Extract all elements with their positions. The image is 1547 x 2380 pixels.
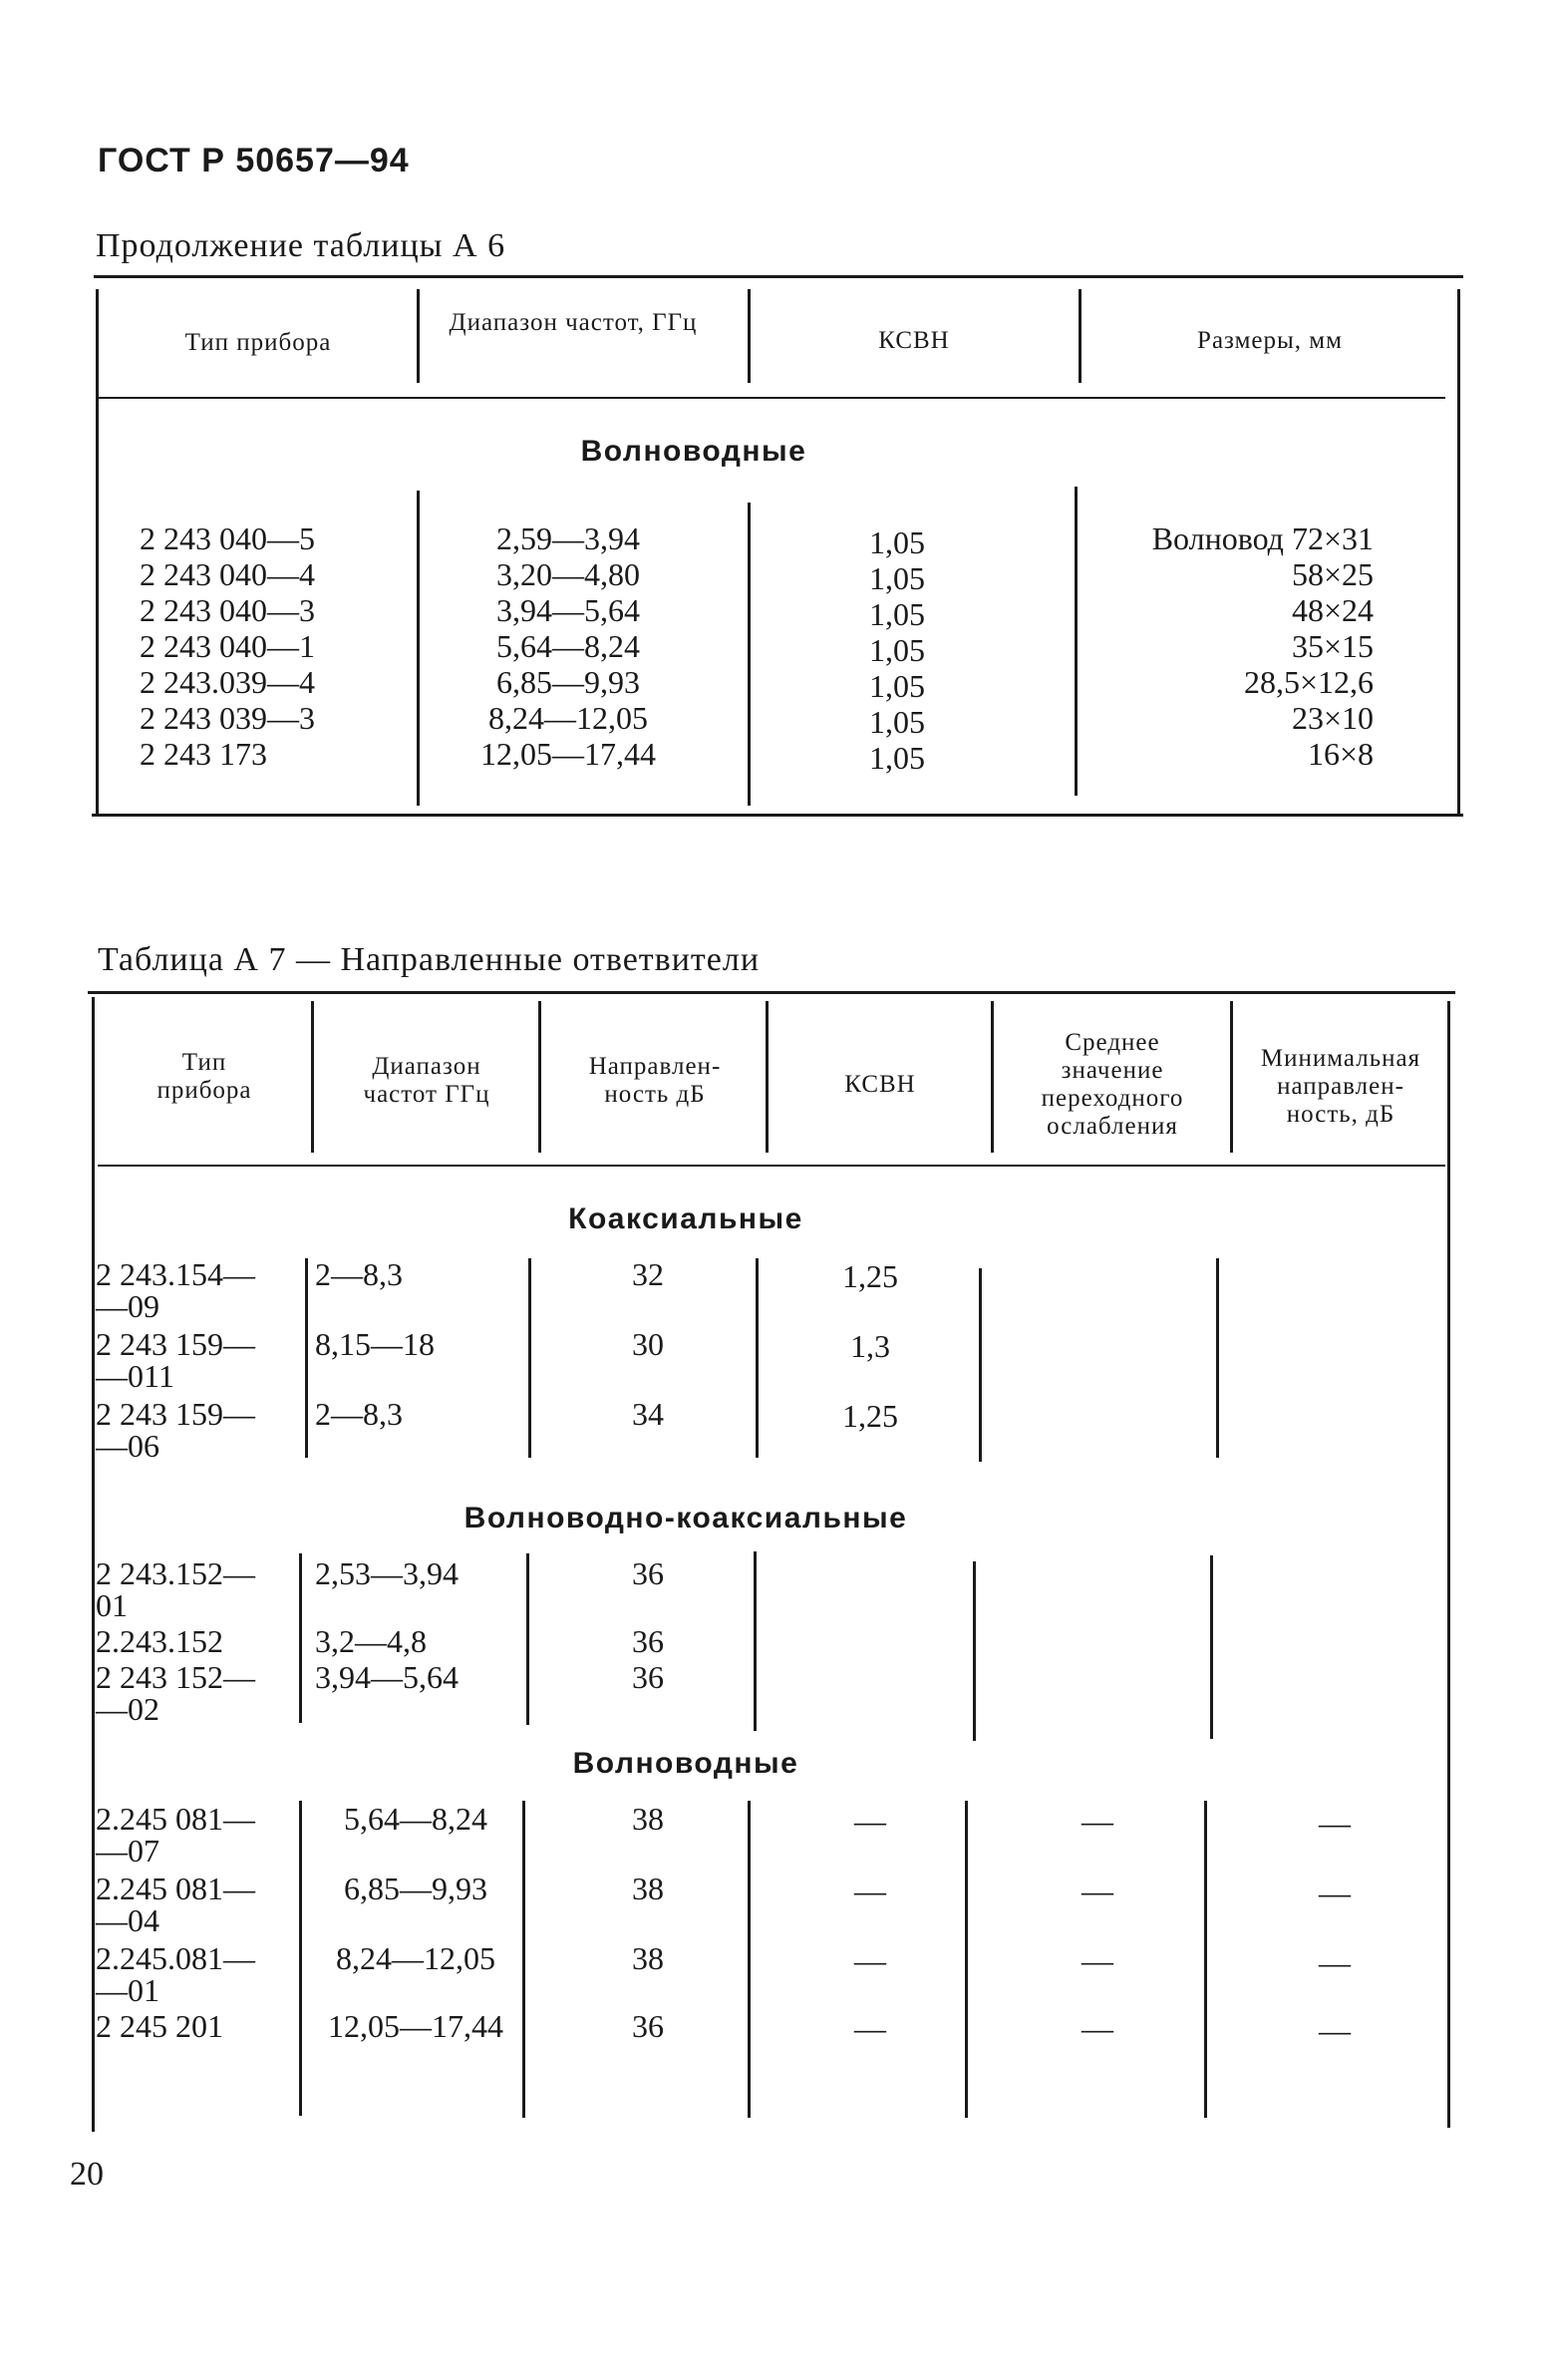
vswr-cell: — (854, 1942, 886, 1978)
device-type-cell: 2.245.081— (96, 1940, 255, 1976)
frequency-range-cell: 5,64—8,24 (496, 628, 640, 664)
device-type-cell: 2 243 040—4 (140, 556, 315, 592)
table-a6-col-divider (748, 503, 751, 806)
device-type-cell-continuation: —06 (96, 1428, 159, 1464)
device-type-cell-continuation: —02 (96, 1691, 159, 1727)
frequency-range-cell: 5,64—8,24 (344, 1801, 487, 1837)
page-number: 20 (70, 2156, 104, 2193)
table-a6-col-divider (417, 491, 420, 806)
frequency-range-cell: 6,85—9,93 (496, 664, 640, 700)
attenuation-cell: — (1082, 2010, 1113, 2046)
table-a7-header-rule (98, 1165, 1445, 1167)
table-a7-section-title: Волноводные (572, 1747, 799, 1780)
directivity-cell: 38 (632, 1801, 664, 1837)
frequency-range-cell: 12,05—17,44 (328, 2008, 503, 2044)
table-a6-col-divider (1079, 289, 1082, 383)
frequency-range-cell: 2—8,3 (315, 1256, 403, 1292)
table-a6-column-header: КСВН (878, 327, 950, 354)
min-directivity-cell: — (1319, 1874, 1351, 1910)
table-a7-column-header: Минимальная направлен- ность, дБ (1260, 1045, 1421, 1128)
table-a6-left-border (96, 289, 99, 814)
table-a6-section-title: Волноводные (580, 435, 807, 468)
vswr-cell: 1,05 (869, 560, 925, 596)
vswr-cell: 1,05 (869, 524, 925, 560)
device-type-cell: 2 243 040—1 (140, 628, 315, 664)
table-a7-col-divider (305, 1258, 308, 1458)
table-a7-col-divider (1210, 1555, 1213, 1739)
dimensions-cell: 16×8 (1307, 736, 1374, 772)
table-a6-column-header: Размеры, мм (1197, 327, 1343, 354)
device-type-cell: 2 243 159— (96, 1396, 255, 1432)
frequency-range-cell: 8,15—18 (315, 1326, 435, 1362)
device-type-cell: 2.243.152 (96, 1623, 223, 1659)
vswr-cell: 1,05 (869, 596, 925, 632)
table-a6-column-header: Диапазон частот, ГГц (449, 309, 698, 336)
table-a7-col-divider (1216, 1258, 1219, 1458)
table-a7-section-title: Коаксиальные (568, 1202, 803, 1235)
directivity-cell: 36 (632, 1555, 664, 1591)
table-a7-col-divider (973, 1561, 976, 1741)
table-a7-section-title: Волноводно-коаксиальные (464, 1502, 908, 1534)
frequency-range-cell: 6,85—9,93 (344, 1870, 487, 1906)
table-a7-column-header: КСВН (844, 1071, 916, 1098)
device-type-cell-continuation: —04 (96, 1902, 159, 1938)
directivity-cell: 34 (632, 1396, 664, 1432)
device-type-cell: 2 243.039—4 (140, 664, 315, 700)
device-type-cell: 2.245 081— (96, 1870, 255, 1906)
device-type-cell: 2 243 039—3 (140, 700, 315, 736)
table-a7-col-divider (979, 1268, 982, 1462)
device-type-cell-continuation: —011 (96, 1358, 174, 1394)
directivity-cell: 32 (632, 1256, 664, 1292)
dimensions-cell: 58×25 (1291, 556, 1374, 592)
directivity-cell: 30 (632, 1326, 664, 1362)
attenuation-cell: — (1082, 1942, 1113, 1978)
device-type-cell-continuation: —01 (96, 1972, 159, 2008)
vswr-cell: 1,3 (850, 1328, 890, 1364)
vswr-cell: — (854, 2010, 886, 2046)
table-a6-col-divider (417, 289, 420, 383)
vswr-cell: 1,05 (869, 740, 925, 776)
frequency-range-cell: 2,53—3,94 (315, 1555, 459, 1591)
table-a6-top-rule (94, 275, 1463, 278)
attenuation-cell: — (1082, 1803, 1113, 1839)
table-a6-column-header: Тип прибора (184, 329, 332, 356)
frequency-range-cell: 3,2—4,8 (315, 1623, 427, 1659)
directivity-cell: 38 (632, 1870, 664, 1906)
frequency-range-cell: 3,94—5,64 (496, 592, 640, 628)
device-type-cell: 2 243 173 (140, 736, 267, 772)
table-a6-caption: Продолжение таблицы А 6 (96, 227, 506, 264)
directivity-cell: 36 (632, 1659, 664, 1695)
device-type-cell: 2 243 040—5 (140, 520, 315, 556)
frequency-range-cell: 2—8,3 (315, 1396, 403, 1432)
min-directivity-cell: — (1319, 1805, 1351, 1841)
dimensions-cell: 23×10 (1291, 700, 1374, 736)
frequency-range-cell: 12,05—17,44 (480, 736, 656, 772)
device-type-cell-continuation: —07 (96, 1833, 159, 1869)
table-a7-column-header: Диапазон частот ГГц (363, 1053, 490, 1108)
directivity-cell: 36 (632, 2008, 664, 2044)
table-a7-col-divider (526, 1553, 529, 1725)
vswr-cell: — (854, 1803, 886, 1839)
frequency-range-cell: 2,59—3,94 (496, 520, 640, 556)
vswr-cell: 1,05 (869, 704, 925, 740)
dimensions-cell: Волновод 72×31 (1151, 520, 1374, 556)
table-a7-col-divider (991, 1001, 994, 1153)
table-a7-caption: Таблица А 7 — Направленные ответвители (98, 941, 761, 978)
attenuation-cell: — (1082, 1872, 1113, 1908)
vswr-cell: 1,25 (842, 1258, 898, 1294)
device-type-cell: 2 243 152— (96, 1659, 255, 1695)
table-a6-header-rule (98, 397, 1445, 399)
vswr-cell: 1,25 (842, 1398, 898, 1434)
device-type-cell: 2 243 040—3 (140, 592, 315, 628)
table-a6-col-divider (1075, 487, 1078, 796)
table-a7-left-border (92, 997, 95, 2132)
frequency-range-cell: 8,24—12,05 (488, 700, 648, 736)
table-a7-right-border (1447, 1001, 1450, 2128)
device-type-cell: 2 243.152— (96, 1555, 255, 1591)
vswr-cell: 1,05 (869, 632, 925, 668)
device-type-cell: 2 243.154— (96, 1256, 255, 1292)
table-a7-col-divider (1230, 1001, 1233, 1153)
table-a6-bottom-rule (92, 814, 1463, 817)
frequency-range-cell: 8,24—12,05 (336, 1940, 495, 1976)
dimensions-cell: 48×24 (1291, 592, 1374, 628)
vswr-cell: — (854, 1872, 886, 1908)
device-type-cell-continuation: —09 (96, 1288, 159, 1324)
table-a7-column-header: Направлен- ность дБ (588, 1053, 722, 1108)
device-type-cell: 2.245 081— (96, 1801, 255, 1837)
table-a7-col-divider (766, 1001, 769, 1153)
table-a7-col-divider (522, 1801, 525, 2118)
vswr-cell: 1,05 (869, 668, 925, 704)
device-type-cell: 2 243 159— (96, 1326, 255, 1362)
dimensions-cell: 35×15 (1291, 628, 1374, 664)
dimensions-cell: 28,5×12,6 (1243, 664, 1374, 700)
min-directivity-cell: — (1319, 2012, 1351, 2048)
table-a6-right-border (1457, 289, 1460, 814)
table-a7-column-header: Тип прибора (156, 1049, 252, 1104)
table-a7-col-divider (528, 1258, 531, 1458)
device-type-cell-continuation: 01 (96, 1587, 128, 1623)
document-header: ГОСТ Р 50657—94 (98, 142, 410, 179)
table-a7-col-divider (538, 1001, 541, 1153)
frequency-range-cell: 3,94—5,64 (315, 1659, 459, 1695)
min-directivity-cell: — (1319, 1944, 1351, 1980)
table-a7-col-divider (311, 1001, 314, 1153)
device-type-cell: 2 245 201 (96, 2008, 223, 2044)
frequency-range-cell: 3,20—4,80 (496, 556, 640, 592)
directivity-cell: 38 (632, 1940, 664, 1976)
table-a7-column-header: Среднее значение переходного ослабления (1041, 1029, 1184, 1140)
table-a7-top-rule (88, 991, 1455, 994)
directivity-cell: 36 (632, 1623, 664, 1659)
